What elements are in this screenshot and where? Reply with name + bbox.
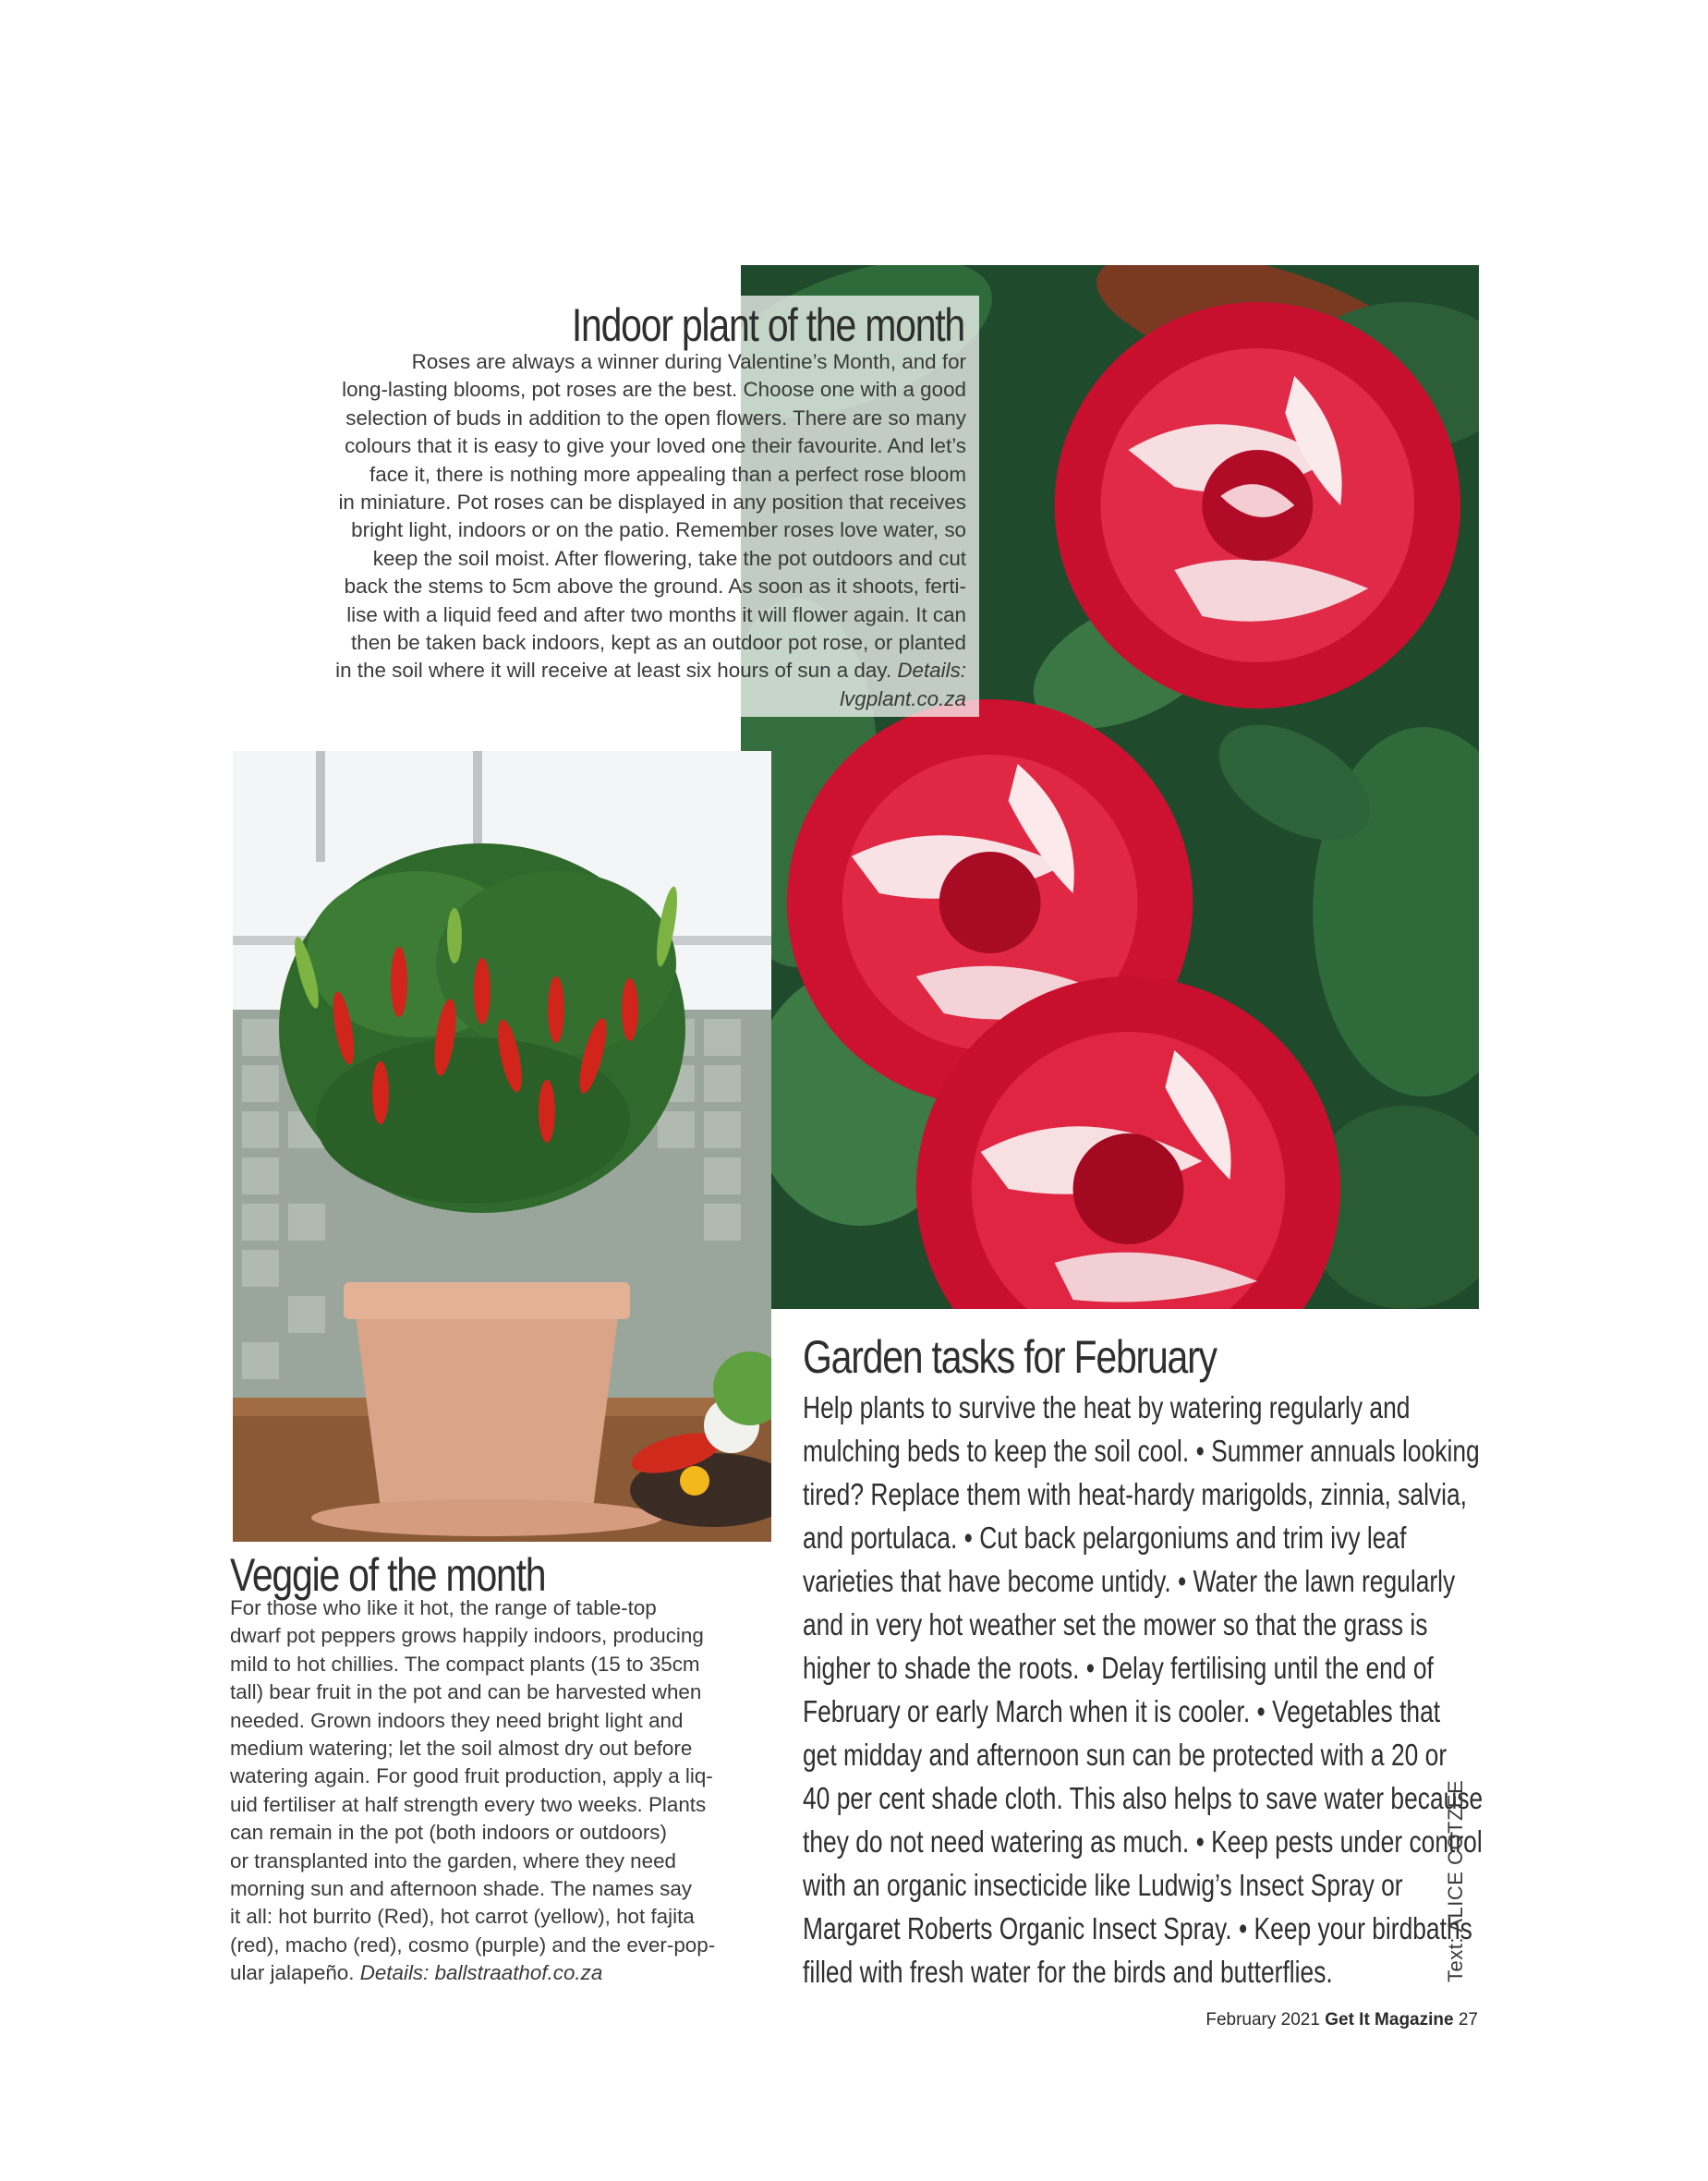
- garden-line: they do not need watering as much. • Keep pests under control: [803, 1824, 1483, 1859]
- garden-line: tired? Replace them with heat-hardy marigolds, zinnia, salvia,: [803, 1477, 1468, 1511]
- page-number: 27: [1458, 2010, 1478, 2030]
- garden-line: filled with fresh water for the birds and butterflies.: [803, 1955, 1333, 1989]
- page-footer: [1108, 2010, 1478, 2030]
- veggie-line: it all: hot burrito (Red), hot carrot (yellow), hot fajita: [230, 1905, 695, 1929]
- indoor-line: lise with a liquid feed and after two months it will flower again. It can: [346, 602, 966, 626]
- veggie-line: uid fertiliser at half strength every two weeks. Plants: [230, 1792, 707, 1816]
- author-credit: Text: ALICE COTZEE: [1444, 1779, 1467, 1982]
- garden-tasks-body: [803, 1386, 1505, 1993]
- indoor-line: long-lasting blooms, pot roses are the best. Choose one with a good: [342, 378, 966, 402]
- indoor-details-link[interactable]: lvgplant.co.za: [840, 686, 966, 710]
- indoor-line: back the stems to 5cm above the ground. As soon as it shoots, ferti-: [344, 575, 966, 599]
- indoor-plant-heading: Indoor plant of the month: [571, 299, 964, 351]
- veggie-line-last: [230, 1959, 784, 1987]
- veggie-line: dwarf pot peppers grows happily indoors, producing: [230, 1624, 704, 1648]
- indoor-line-text: in the soil where it will receive at least six hours of sun a day.: [335, 659, 892, 683]
- indoor-line: in miniature. Pot roses can be displayed in any position that receives: [338, 491, 966, 515]
- veggie-line: needed. Grown indoors they need bright light and: [230, 1708, 684, 1732]
- veggie-line-text: ular jalapeño.: [230, 1961, 355, 1985]
- indoor-plant-body: [273, 348, 966, 713]
- veggie-line: medium watering; let the soil almost dry out before: [230, 1737, 693, 1761]
- chili-plant-photo: [233, 751, 771, 1542]
- indoor-line: face it, there is nothing more appealing than a perfect rose bloom: [369, 462, 966, 486]
- garden-line: varieties that have become untidy. • Water the lawn regularly: [803, 1564, 1456, 1598]
- veggie-body: [230, 1594, 784, 1988]
- indoor-line: then be taken back indoors, kept as an outdoor pot rose, or planted: [351, 631, 966, 655]
- garden-line: and portulaca. • Cut back pelargoniums and trim ivy leaf: [803, 1521, 1407, 1555]
- veggie-line: or transplanted into the garden, where they need: [230, 1848, 676, 1872]
- veggie-line: (red), macho (red), cosmo (purple) and the ever-pop-: [230, 1933, 716, 1957]
- veggie-line: watering again. For good fruit production, apply a liq-: [230, 1764, 713, 1788]
- footer-magazine: Get It Magazine: [1325, 2010, 1454, 2030]
- garden-line: 40 per cent shade cloth. This also helps to save water because: [803, 1781, 1484, 1815]
- indoor-line-last: [273, 657, 966, 685]
- indoor-details-label: Details:: [897, 659, 966, 683]
- indoor-line: keep the soil moist. After flowering, take the pot outdoors and cut: [372, 546, 966, 570]
- garden-tasks-heading: Garden tasks for February: [803, 1331, 1217, 1383]
- indoor-line: selection of buds in addition to the open flowers. There are so many: [345, 406, 966, 430]
- veggie-line: morning sun and afternoon shade. The names say: [230, 1877, 692, 1901]
- veggie-line: For those who like it hot, the range of table-top: [230, 1596, 657, 1619]
- footer-date: February 2021: [1205, 2010, 1320, 2030]
- veggie-line: mild to hot chillies. The compact plants (15 to 35cm: [230, 1652, 700, 1676]
- garden-line: Margaret Roberts Organic Insect Spray. • Keep your birdbaths: [803, 1911, 1472, 1945]
- veggie-details-link[interactable]: Details: ballstraathof.co.za: [359, 1961, 603, 1985]
- indoor-line: colours that it is easy to give your loved one their favourite. And let’s: [345, 434, 966, 458]
- indoor-line: bright light, indoors or on the patio. Remember roses love water, so: [351, 518, 966, 542]
- garden-line: Help plants to survive the heat by watering regularly and: [803, 1390, 1411, 1424]
- veggie-line: tall) bear fruit in the pot and can be harvested when: [230, 1680, 702, 1704]
- veggie-line: can remain in the pot (both indoors or outdoors): [230, 1821, 667, 1845]
- garden-line: higher to shade the roots. • Delay fertilising until the end of: [803, 1651, 1434, 1685]
- garden-line: mulching beds to keep the soil cool. • Summer annuals looking: [803, 1434, 1480, 1468]
- garden-line: get midday and afternoon sun can be protected with a 20 or: [803, 1738, 1448, 1772]
- garden-line: with an organic insecticide like Ludwig’s Insect Spray or: [803, 1868, 1403, 1902]
- garden-line: February or early March when it is cooler. • Vegetables that: [803, 1694, 1441, 1728]
- indoor-line: Roses are always a winner during Valentine’s Month, and for: [411, 350, 966, 373]
- veggie-heading: Veggie of the month: [230, 1549, 546, 1601]
- garden-line: and in very hot weather set the mower so that the grass is: [803, 1607, 1428, 1642]
